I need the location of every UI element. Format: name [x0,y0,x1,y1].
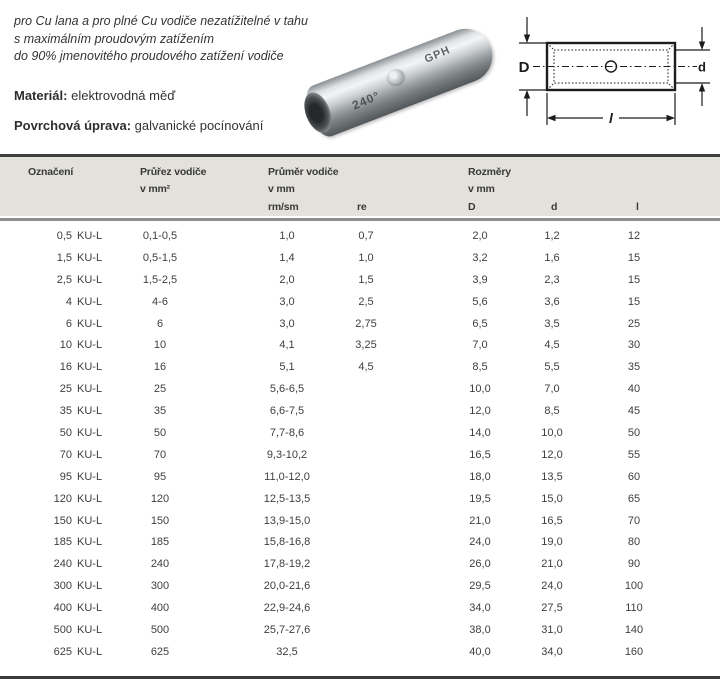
cell-d: 31,0 [541,623,563,636]
cell-l: 15 [627,251,641,264]
designation-size: 400 [53,602,72,615]
cell-cross-section: 6 [156,317,164,330]
surface-label: Povrchová úprava: [14,118,132,133]
header-dimensions-unit: v mm [468,183,495,195]
cell-d: 3,5 [544,317,560,330]
cell-d: 10,0 [541,426,563,439]
cell-l: 12 [627,229,641,242]
designation-size: 6 [65,317,72,330]
table-row [0,531,720,553]
cell-designation [0,624,110,636]
cell-rm-sm: 12,5-13,5 [263,492,311,505]
table-row [0,510,720,532]
tube-stamp-brand: GPH [422,44,453,66]
designation-type: KU-L [77,536,103,549]
designation-type: KU-L [77,645,103,658]
table-row [0,466,720,488]
designation-size: 50 [59,426,72,439]
table-row [0,575,720,597]
cell-l: 45 [627,405,641,418]
surface-spec [14,118,263,133]
cell-rm-sm: 5,1 [279,361,295,374]
cell-D: 21,0 [469,514,491,527]
cell-D: 6,5 [472,317,488,330]
cell-designation [0,493,110,505]
cell-cross-section: 240 [150,558,170,571]
cell-cross-section: 150 [150,514,170,527]
cell-designation [0,449,110,461]
cell-rm-sm: 5,6-6,5 [269,383,305,396]
cell-D: 40,0 [469,645,491,658]
designation-type: KU-L [77,602,103,615]
cell-l: 35 [627,361,641,374]
header-sub-d: d [551,201,558,213]
cell-D: 7,0 [472,339,488,352]
cell-designation [0,515,110,527]
cell-cross-section: 1,5-2,5 [142,273,178,286]
intro-line-2: s maximálním proudovým zatížením [14,31,215,46]
cell-designation [0,580,110,592]
cell-d: 27,5 [541,602,563,615]
header-sub-rm-sm: rm/sm [268,201,299,213]
cell-d: 19,0 [541,536,563,549]
cell-D: 12,0 [469,405,491,418]
cell-designation [0,318,110,330]
designation-type: KU-L [77,317,103,330]
designation-type: KU-L [77,580,103,593]
tube-opening [299,89,336,137]
cell-d: 5,5 [544,361,560,374]
cell-l: 160 [624,645,644,658]
header-sub-D: D [468,201,476,213]
designation-type: KU-L [77,623,103,636]
cell-cross-section: 185 [150,536,170,549]
cell-D: 14,0 [469,426,491,439]
cell-l: 55 [627,448,641,461]
designation-size: 120 [53,492,72,505]
cell-d: 3,6 [544,295,560,308]
cell-D: 2,0 [472,229,488,242]
cell-re: 2,75 [355,317,377,330]
table-row [0,225,720,247]
cell-l: 65 [627,492,641,505]
cell-d: 24,0 [541,580,563,593]
diagram-drawing [505,5,720,145]
cell-cross-section: 300 [150,580,170,593]
cell-rm-sm: 6,6-7,5 [269,405,305,418]
cell-cross-section: 0,5-1,5 [142,251,178,264]
table-row [0,619,720,641]
cell-cross-section: 70 [153,448,167,461]
cell-D: 3,2 [472,251,488,264]
designation-size: 25 [59,383,72,396]
cell-l: 100 [624,580,644,593]
surface-value: galvanické pocínování [134,118,264,133]
cell-re: 0,7 [358,229,374,242]
cell-designation [0,230,110,242]
cell-rm-sm: 15,8-16,8 [263,536,311,549]
cell-l: 140 [624,623,644,636]
table-row [0,269,720,291]
cell-d: 16,5 [541,514,563,527]
designation-type: KU-L [77,514,103,527]
cell-designation [0,558,110,570]
designation-size: 70 [59,448,72,461]
cell-D: 38,0 [469,623,491,636]
cell-l: 40 [627,383,641,396]
designation-type: KU-L [77,470,103,483]
diagram-label-l: l [609,110,613,126]
cell-rm-sm: 13,9-15,0 [263,514,311,527]
designation-size: 1,5 [56,251,72,264]
header-conductor-diameter-unit: v mm [268,183,295,195]
cell-re: 1,0 [358,251,374,264]
cell-designation [0,405,110,417]
cell-designation [0,296,110,308]
cell-rm-sm: 3,0 [279,295,295,308]
designation-size: 185 [53,536,72,549]
cell-d: 13,5 [541,470,563,483]
product-photo [293,12,511,152]
designation-size: 625 [53,645,72,658]
designation-size: 35 [59,405,72,418]
cell-designation [0,339,110,351]
cell-d: 1,6 [544,251,560,264]
designation-size: 240 [53,558,72,571]
intro-line-3: do 90% jmenovitého proudového zatížení vodiče [14,49,284,63]
designation-type: KU-L [77,426,103,439]
cell-d: 4,5 [544,339,560,352]
designation-size: 300 [53,580,72,593]
cell-d: 7,0 [544,383,560,396]
cell-d: 34,0 [541,645,563,658]
cell-designation [0,471,110,483]
tube-stamp-size: 240° [350,88,383,113]
cell-D: 5,6 [472,295,488,308]
cell-l: 90 [627,558,641,571]
cell-rm-sm: 4,1 [279,339,295,352]
cell-rm-sm: 32,5 [276,645,298,658]
designation-size: 4 [65,295,72,308]
cell-l: 25 [627,317,641,330]
designation-type: KU-L [77,405,103,418]
cell-cross-section: 4-6 [152,295,168,308]
cell-D: 3,9 [472,273,488,286]
designation-type: KU-L [77,251,103,264]
designation-size: 95 [59,470,72,483]
cell-D: 18,0 [469,470,491,483]
cell-d: 1,2 [544,229,560,242]
cell-cross-section: 625 [150,645,170,658]
table-row [0,422,720,444]
header-designation: Označení [28,166,74,178]
designation-size: 2,5 [56,273,72,286]
cell-designation [0,274,110,286]
cell-cross-section: 25 [153,383,167,396]
designation-size: 0,5 [56,229,72,242]
table-row [0,444,720,466]
cell-D: 8,5 [472,361,488,374]
cell-d: 15,0 [541,492,563,505]
designation-type: KU-L [77,383,103,396]
cell-designation [0,361,110,373]
cell-D: 16,5 [469,448,491,461]
cell-l: 70 [627,514,641,527]
cell-D: 10,0 [469,383,491,396]
cell-cross-section: 50 [153,426,167,439]
table-row [0,488,720,510]
connector-tube-image [300,21,500,141]
header-dimensions: Rozměry [468,166,511,178]
header-cross-section-unit: v mm² [140,183,170,195]
cell-d: 12,0 [541,448,563,461]
cell-D: 29,5 [469,580,491,593]
table-row [0,378,720,400]
cell-l: 110 [625,602,643,615]
material-spec [14,88,175,103]
cell-cross-section: 400 [150,602,170,615]
cell-d: 2,3 [544,273,560,286]
material-value: elektrovodná měď [71,88,176,103]
cell-rm-sm: 25,7-27,6 [263,623,311,636]
diagram-label-D: D [518,59,530,76]
dimension-diagram [505,5,720,145]
cell-rm-sm: 7,7-8,6 [269,426,305,439]
designation-size: 10 [59,339,72,352]
table-row [0,400,720,422]
cell-d: 8,5 [544,405,560,418]
cell-rm-sm: 2,0 [279,273,295,286]
cell-re: 4,5 [358,361,374,374]
cell-D: 19,5 [469,492,491,505]
table-header-rule [0,218,720,221]
cell-rm-sm: 1,4 [279,251,295,264]
table-row [0,356,720,378]
cell-l: 80 [627,536,641,549]
cell-rm-sm: 1,0 [279,229,295,242]
cell-designation [0,536,110,548]
table-row [0,334,720,356]
designation-type: KU-L [77,448,103,461]
intro-text [14,13,314,66]
cell-rm-sm: 11,0-12,0 [264,470,310,483]
cell-d: 21,0 [541,558,563,571]
table-row [0,553,720,575]
header-cross-section: Průřez vodiče [140,166,207,178]
table-row [0,641,720,663]
table-row [0,291,720,313]
cell-designation [0,252,110,264]
cell-designation [0,646,110,658]
cell-cross-section: 0,1-0,5 [142,229,178,242]
table-row [0,313,720,335]
intro-line-1: pro Cu lana a pro plné Cu vodiče nezatížitelné v tahu [14,14,308,28]
header-sub-re: re [357,201,367,213]
designation-type: KU-L [77,295,103,308]
cell-l: 15 [627,273,641,286]
cell-cross-section: 500 [150,623,170,636]
designation-size: 500 [53,623,72,636]
header-sub-l: l [636,201,639,213]
cell-l: 50 [627,426,641,439]
cell-D: 24,0 [469,536,491,549]
cell-rm-sm: 17,8-19,2 [263,558,311,571]
table-row [0,247,720,269]
table-body [0,225,720,663]
cell-rm-sm: 20,0-21,6 [263,580,311,593]
cell-cross-section: 120 [150,492,170,505]
cell-designation [0,383,110,395]
designation-type: KU-L [77,492,103,505]
designation-type: KU-L [77,339,103,352]
designation-type: KU-L [77,229,103,242]
cell-cross-section: 95 [153,470,167,483]
cell-cross-section: 16 [153,361,167,374]
cell-rm-sm: 3,0 [279,317,295,330]
cell-l: 15 [627,295,641,308]
designation-type: KU-L [77,558,103,571]
cell-re: 3,25 [355,339,377,352]
material-label: Materiál: [14,88,68,103]
cell-designation [0,602,110,614]
cell-designation [0,427,110,439]
table-row [0,597,720,619]
designation-size: 16 [59,361,72,374]
cell-cross-section: 35 [153,405,167,418]
header-conductor-diameter: Průměr vodiče [268,166,339,178]
cell-l: 30 [627,339,641,352]
designation-size: 150 [53,514,72,527]
cell-rm-sm: 9,3-10,2 [266,448,308,461]
designation-type: KU-L [77,273,103,286]
cell-re: 1,5 [358,273,374,286]
cell-D: 34,0 [469,602,491,615]
cell-rm-sm: 22,9-24,6 [263,602,311,615]
cell-re: 2,5 [358,295,374,308]
designation-type: KU-L [77,361,103,374]
tube-dimple [385,67,406,87]
cell-D: 26,0 [469,558,491,571]
cell-l: 60 [627,470,641,483]
diagram-label-d: d [698,59,706,75]
cell-cross-section: 10 [153,339,167,352]
